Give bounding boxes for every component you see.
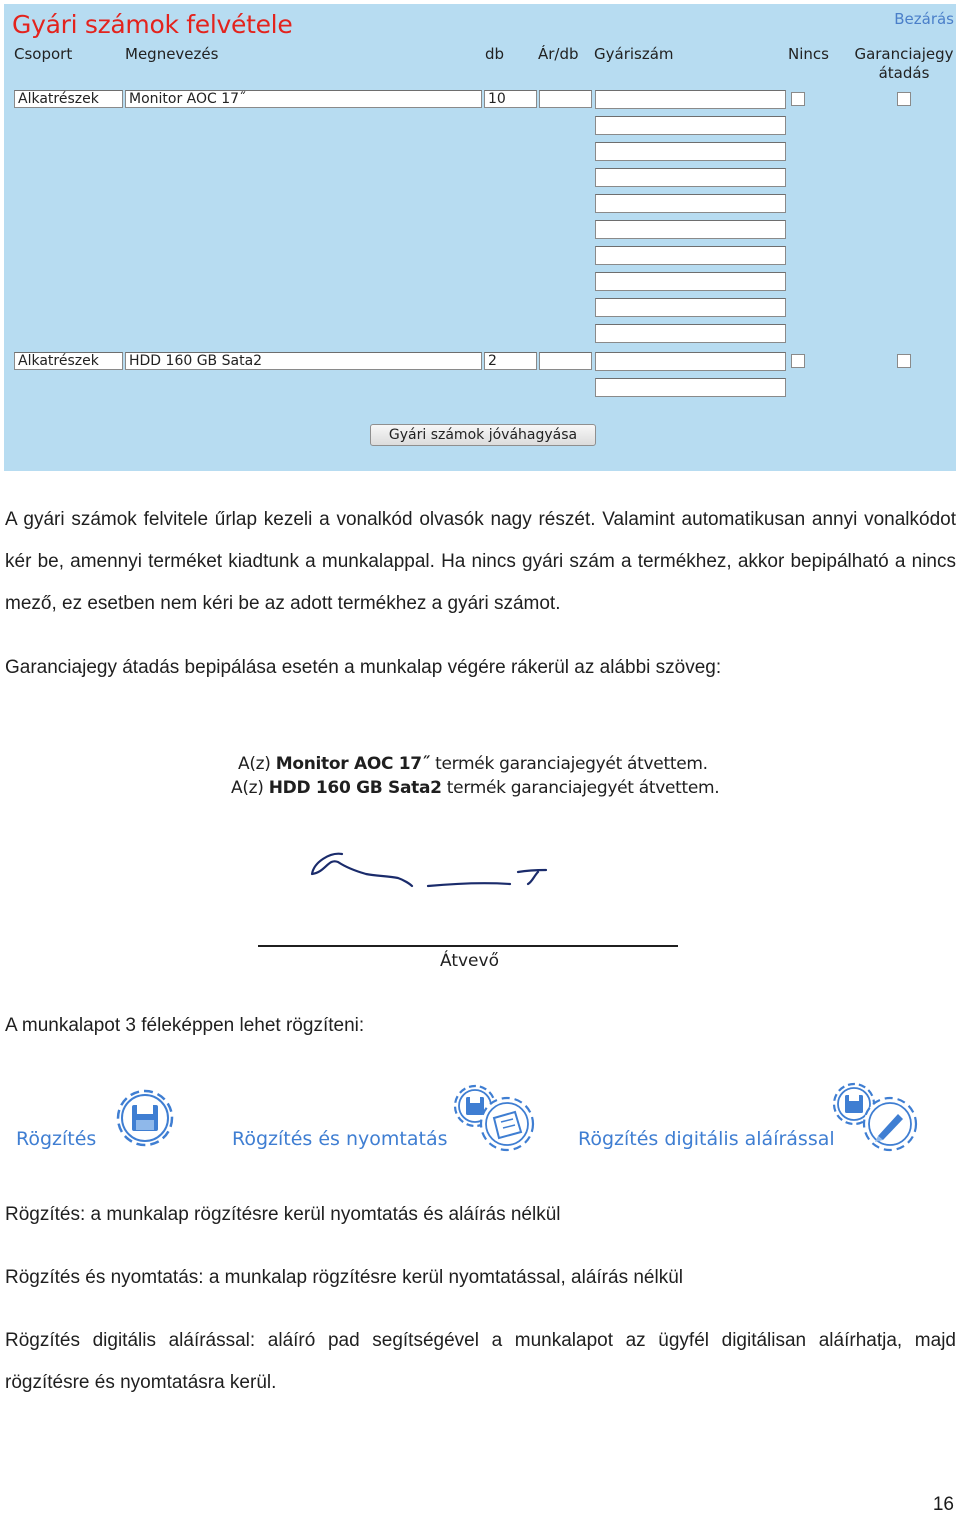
column-header-price: Ár/db bbox=[538, 45, 579, 63]
none-checkbox[interactable] bbox=[791, 92, 805, 106]
save-description: Rögzítés: a munkalap rögzítésre kerül nyomtatás és aláírás nélkül bbox=[5, 1204, 561, 1225]
none-checkbox[interactable] bbox=[791, 354, 805, 368]
save-sign-button-label[interactable]: Rögzítés digitális aláírással bbox=[578, 1128, 835, 1150]
save-methods-paragraph: A munkalapot 3 féleképpen lehet rögzíteni: bbox=[5, 1015, 365, 1036]
serial-number-input[interactable] bbox=[595, 378, 786, 397]
confirm-serials-button[interactable]: Gyári számok jóváhagyása bbox=[370, 424, 596, 446]
price-field[interactable] bbox=[539, 352, 592, 370]
group-field[interactable]: Alkatrészek bbox=[14, 90, 123, 108]
serial-number-input[interactable] bbox=[595, 246, 786, 265]
page-number: 16 bbox=[932, 1494, 954, 1515]
warranty-checkbox[interactable] bbox=[897, 92, 911, 106]
serial-number-input[interactable] bbox=[595, 142, 786, 161]
column-header-qty: db bbox=[485, 45, 505, 63]
save-print-button-label[interactable]: Rögzítés és nyomtatás bbox=[232, 1128, 448, 1150]
serial-number-input[interactable] bbox=[595, 168, 786, 187]
column-header-warranty-line2: átadás bbox=[878, 64, 930, 82]
serial-number-input[interactable] bbox=[595, 298, 786, 317]
column-header-group: Csoport bbox=[14, 45, 73, 63]
column-header-name: Megnevezés bbox=[125, 45, 219, 63]
save-sign-gear-icon[interactable] bbox=[830, 1080, 922, 1154]
save-sign-description: Rögzítés digitális aláírással: aláíró pad segítségével a munkalapot az ügyfél digitálisan aláírhatja, majd rögzítésre és nyomtatásra kerül. bbox=[5, 1330, 956, 1393]
signature-image bbox=[300, 840, 560, 900]
product-name-field[interactable]: Monitor AOC 17˝ bbox=[125, 90, 482, 108]
column-header-warranty bbox=[854, 45, 954, 83]
save-button-label[interactable]: Rögzítés bbox=[16, 1128, 97, 1150]
price-field[interactable] bbox=[539, 90, 592, 108]
column-header-warranty-line1: Garanciajegy bbox=[854, 45, 954, 63]
serial-number-input[interactable] bbox=[595, 90, 786, 109]
save-print-description: Rögzítés és nyomtatás: a munkalap rögzítésre kerül nyomtatással, aláírás nélkül bbox=[5, 1267, 683, 1288]
serial-number-input[interactable] bbox=[595, 324, 786, 343]
serial-number-form bbox=[4, 4, 956, 471]
close-link[interactable]: Bezárás bbox=[894, 10, 954, 28]
serial-number-input[interactable] bbox=[595, 272, 786, 291]
quantity-field[interactable]: 2 bbox=[484, 352, 537, 370]
column-header-serial: Gyáriszám bbox=[594, 45, 674, 63]
serial-number-input[interactable] bbox=[595, 352, 786, 371]
group-field[interactable]: Alkatrészek bbox=[14, 352, 123, 370]
receiver-label: Átvevő bbox=[440, 951, 499, 971]
serial-number-input[interactable] bbox=[595, 220, 786, 239]
signature-line bbox=[258, 945, 678, 947]
form-title: Gyári számok felvétele bbox=[12, 10, 293, 39]
column-header-none: Nincs bbox=[788, 45, 829, 63]
product-name-field[interactable]: HDD 160 GB Sata2 bbox=[125, 352, 482, 370]
serial-number-input[interactable] bbox=[595, 116, 786, 135]
serial-number-input[interactable] bbox=[595, 194, 786, 213]
warranty-note-line: A(z) Monitor AOC 17˝ termék garanciajegyét átvettem. bbox=[238, 754, 708, 774]
quantity-field[interactable]: 10 bbox=[484, 90, 537, 108]
warranty-paragraph: Garanciajegy átadás bepipálása esetén a munkalap végére rákerül az alábbi szöveg: bbox=[5, 657, 722, 678]
warranty-note-line: A(z) HDD 160 GB Sata2 termék garanciajegyét átvettem. bbox=[231, 778, 720, 798]
save-gear-icon[interactable] bbox=[108, 1082, 182, 1154]
intro-paragraph: A gyári számok felvitele űrlap kezeli a vonalkód olvasók nagy részét. Valamint automatikusan annyi vonalkódot kér be, amennyi terméket kiadtunk a munkalappal. Ha nincs gyári szám a termékhez, akkor bepipálható a nincs mező, ez esetben nem kéri be az adott termékhez a gyári számot. bbox=[5, 509, 956, 614]
save-print-gear-icon[interactable] bbox=[449, 1082, 539, 1154]
warranty-checkbox[interactable] bbox=[897, 354, 911, 368]
